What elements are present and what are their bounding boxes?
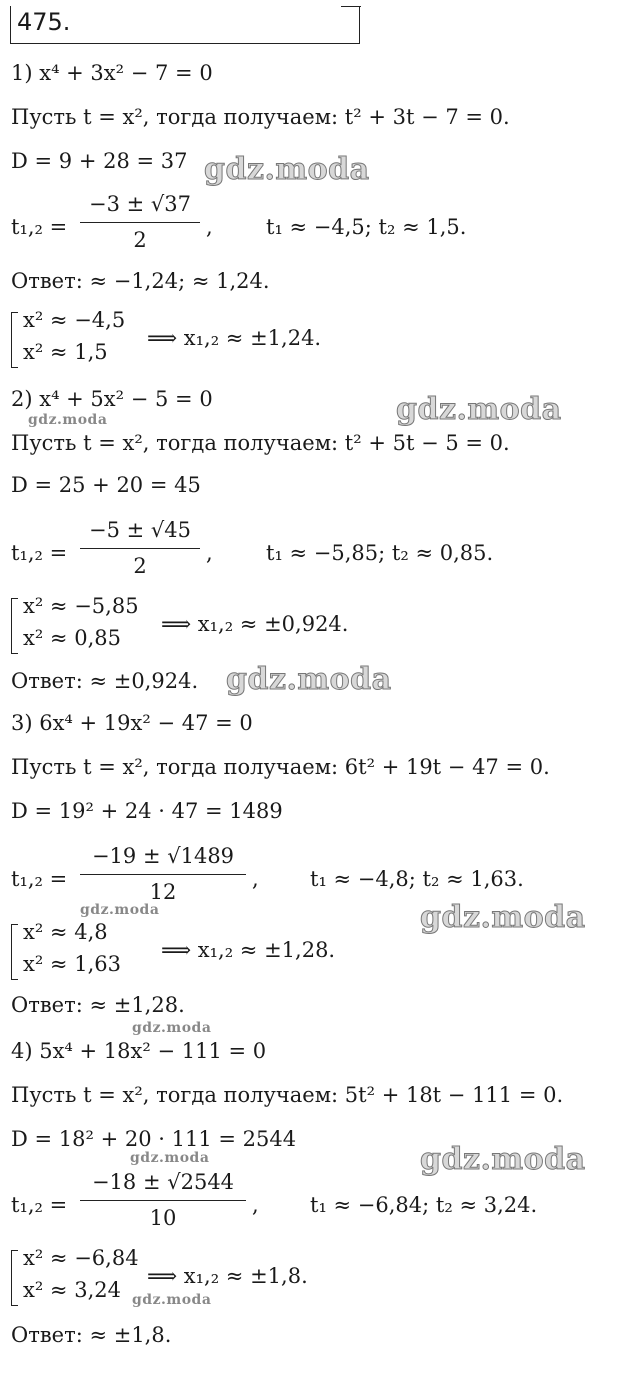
watermark-logo: gdz.moda (204, 152, 370, 187)
part-2-t-numerator: −5 ± √45 (88, 518, 191, 542)
fraction-bar (80, 222, 200, 223)
comma: , (252, 867, 259, 891)
part-3-t-numerator: −19 ± √1489 (91, 844, 235, 868)
part-4-answer: Ответ: ≈ ±1,8. (11, 1323, 172, 1347)
part-1-system-row1: x² ≈ −4,5 (23, 308, 126, 332)
part-2-system-row1: x² ≈ −5,85 (23, 594, 139, 618)
part-3-t-label: t₁,₂ = (11, 867, 68, 891)
part-1-answer: Ответ: ≈ −1,24; ≈ 1,24. (11, 269, 270, 293)
watermark-logo: gdz.moda (132, 1292, 212, 1308)
part-2-system (11, 594, 371, 658)
part-2-system-row2: x² ≈ 0,85 (23, 626, 121, 650)
part-3-system-row1: x² ≈ 4,8 (23, 920, 108, 944)
part-1-t-roots: t₁ ≈ −4,5; t₂ ≈ 1,5. (266, 215, 467, 239)
comma: , (206, 541, 213, 565)
part-4-t-denominator: 10 (149, 1206, 177, 1230)
header-corner (341, 6, 361, 7)
part-3-discriminant: D = 19² + 24 · 47 = 1489 (11, 799, 283, 823)
part-2-substitution: Пусть t = x², тогда получаем: t² + 5t − 5 = 0. (11, 431, 510, 455)
part-1-equation: 1) x⁴ + 3x² − 7 = 0 (11, 61, 213, 85)
part-2-t-fraction (80, 518, 200, 588)
comma: , (206, 215, 213, 239)
watermark-logo: gdz.moda (80, 902, 160, 918)
watermark-logo: gdz.moda (130, 1150, 210, 1166)
part-4-t-label: t₁,₂ = (11, 1193, 68, 1217)
watermark-logo: gdz.moda (420, 900, 586, 935)
system-bracket (11, 312, 18, 368)
part-1-t-label: t₁,₂ = (11, 215, 68, 239)
part-2-t-roots: t₁ ≈ −5,85; t₂ ≈ 0,85. (266, 541, 494, 565)
system-bracket (11, 598, 18, 654)
part-2-t-label: t₁,₂ = (11, 541, 68, 565)
fraction-bar (80, 548, 200, 549)
task-number: 475. (17, 8, 71, 36)
watermark-logo: gdz.moda (420, 1142, 586, 1177)
part-3-system-row2: x² ≈ 1,63 (23, 952, 121, 976)
watermark-logo: gdz.moda (396, 392, 562, 427)
part-3-t-denominator: 12 (149, 880, 177, 904)
system-bracket (11, 1250, 18, 1306)
part-1-system-row2: x² ≈ 1,5 (23, 340, 108, 364)
part-3-answer: Ответ: ≈ ±1,28. (11, 993, 185, 1017)
system-bracket (11, 924, 18, 980)
part-2-system-result: ⟹ x₁,₂ ≈ ±0,924. (161, 612, 349, 636)
part-4-t-numerator: −18 ± √2544 (91, 1170, 235, 1194)
part-3-equation: 3) 6x⁴ + 19x² − 47 = 0 (11, 711, 253, 735)
part-3-system (11, 920, 371, 984)
task-header (10, 6, 360, 44)
part-1-t-denominator: 2 (133, 228, 147, 252)
fraction-bar (80, 874, 246, 875)
part-3-t-roots: t₁ ≈ −4,8; t₂ ≈ 1,63. (310, 867, 524, 891)
part-4-t-roots: t₁ ≈ −6,84; t₂ ≈ 3,24. (310, 1193, 538, 1217)
part-2-discriminant: D = 25 + 20 = 45 (11, 473, 201, 497)
part-4-equation: 4) 5x⁴ + 18x² − 111 = 0 (11, 1039, 267, 1063)
part-3-substitution: Пусть t = x², тогда получаем: 6t² + 19t − 47 = 0. (11, 755, 550, 779)
fraction-bar (80, 1200, 246, 1201)
part-4-system-row2: x² ≈ 3,24 (23, 1278, 121, 1302)
part-1-t-fraction (80, 192, 200, 262)
part-4-system-row1: x² ≈ −6,84 (23, 1246, 139, 1270)
part-1-system-result: ⟹ x₁,₂ ≈ ±1,24. (147, 326, 322, 350)
part-3-system-result: ⟹ x₁,₂ ≈ ±1,28. (161, 938, 336, 962)
part-2-answer: Ответ: ≈ ±0,924. (11, 669, 199, 693)
part-4-system-result: ⟹ x₁,₂ ≈ ±1,8. (147, 1264, 308, 1288)
part-2-t-denominator: 2 (133, 554, 147, 578)
comma: , (252, 1193, 259, 1217)
part-1-system (11, 308, 361, 372)
part-1-substitution: Пусть t = x², тогда получаем: t² + 3t − 7 = 0. (11, 105, 510, 129)
watermark-logo: gdz.moda (28, 412, 108, 428)
watermark-logo: gdz.moda (226, 662, 392, 697)
watermark-logo: gdz.moda (132, 1020, 212, 1036)
part-4-discriminant: D = 18² + 20 · 111 = 2544 (11, 1127, 297, 1151)
part-4-substitution: Пусть t = x², тогда получаем: 5t² + 18t − 111 = 0. (11, 1083, 564, 1107)
part-1-t-numerator: −3 ± √37 (88, 192, 191, 216)
part-4-t-fraction (80, 1170, 246, 1240)
part-1-discriminant: D = 9 + 28 = 37 (11, 149, 188, 173)
part-2-equation: 2) x⁴ + 5x² − 5 = 0 (11, 387, 213, 411)
